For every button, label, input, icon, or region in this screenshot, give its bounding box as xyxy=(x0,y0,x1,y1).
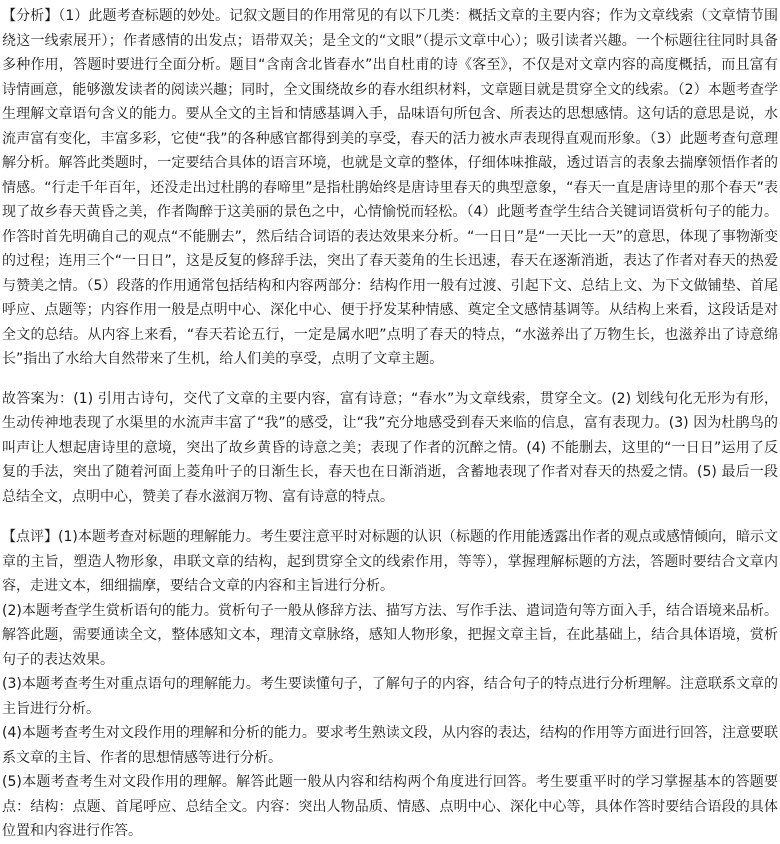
analysis-paragraph: 【分析】（1）此题考查标题的妙处。记叙文题目的作用常见的有以下几类：概括文章的主要内容；作为文章线索（文章情节围绕这一线索展开）；作者感情的出发点；语带双关；是全文的“文眼”（提示文章中心）；吸引读者兴趣。一个标题往往同时具备多种作用，答题时要进行全面分析。题目“含南含北皆春水”出自杜甫的诗《客至》，不仅是对文章内容的高度概括，而且富有诗情画意，能够激发读者的阅读兴趣；同时，全文围绕故乡的春水组织材料，文章题目就是贯穿全文的线索。（2）本题考查学生理解文章语句含义的能力。要从全文的主旨和情感基调入手，品味语句所包含、所表达的思想感情。这句话的意思是说，水流声富有变化，丰富多彩，它使“我”的各种感官都得到美的享受，春天的活力被水声表现得直观而形象。（3）此题考查句意理解分析。解答此类题时，一定要结合具体的语言环境，也就是文章的整体，仔细体味推敲，透过语言的表象去揣摩领悟作者的情感。“行走千年百年，还没走出过杜鹃的春啼里”是指杜鹃始终是唐诗里春天的典型意象，“春天一直是唐诗里的那个春天”表现了故乡春天黄昏之美，作者陶醉于这美丽的景色之中，心情愉悦而轻松。（4）此题考查学生结合关键词语赏析句子的能力。作答时首先明确自己的观点“不能删去”，然后结合词语的表达效果来分析。“一日日”是“一天比一天”的意思，体现了事物渐变的过程；连用三个“一日日”，这是反复的修辞手法，突出了春天菱角的生长迅速，春天在逐渐消逝，表达了作者对春天的热爱与赞美之情。（5）段落的作用通常包括结构和内容两部分：结构作用一般有过渡、引起下文、总结上文、为下文做铺垫、首尾呼应、点题等；内容作用一般是点明中心、深化中心、便于抒发某种情感、奠定全文感情基调等。从结构上来看，这段话是对全文的总结。从内容上来看，“春天若论五行，一定是属水吧”点明了春天的特点，“水滋养出了万物生长，也滋养出了诗意绵长”指出了水给大自然带来了生机，给人们美的享受，点明了文章主题。 xyxy=(2,8,778,367)
comment-item-2: (2)本题考查学生赏析语句的能力。赏析句子一般从修辞方法、描写方法、写作手法、遣词造句等方面入手，结合语境来品析。解答此题，需要通读全文，整体感知文本，理清文章脉络，感知人物形象，把握文章主旨，在此基础上，结合具体语境，赏析句子的表达效果。 xyxy=(2,602,778,668)
answer-paragraph: 故答案为：(1) 引用古诗句，交代了文章的主要内容，富有诗意；“春水”为文章线索，贯穿全文。(2) 划线句化无形为有形，生动传神地表现了水渠里的水流声丰富了“我”的感受，让“我”充分地感受到春天来临的信息，富有表现力。(3) 因为杜鹃鸟的叫声让人想起唐诗里的意境，突出了故乡黄昏的诗意之美；表现了作者的沉醉之情。(4) 不能删去，这里的“一日日”运用了反复的手法，突出了随着河面上菱角叶子的日渐生长，春天也在日渐消逝，含蓄地表现了作者对春天的热爱之情。(5) 最后一段总结全文，点明中心，赞美了春水滋润万物、富有诗意的特点。 xyxy=(2,390,778,505)
comment-item-1: 【点评】(1)本题考查对标题的理解能力。考生要注意平时对标题的认识（标题的作用能透露出作者的观点或感情倾向，暗示文章的主旨，塑造人物形象，串联文章的结构，起到贯穿全文的线索作用，等等），掌握理解标题的方法，答题时要结合文章内容，走进文本，细细揣摩，要结合文章的内容和主旨进行分析。 xyxy=(2,529,778,594)
comment-item-5: (5)本题考查考生对文段作用的理解。解答此题一般从内容和结构两个角度进行回答。考生要重平时的学习掌握基本的答题要点：结构：点题、首尾呼应、总结全文。内容：突出人物品质、情感、点明中心、深化中心等，具体作答时要结合语段的具体位置和内容进行作答。 xyxy=(2,774,778,839)
comment-item-3: (3)本题考查考生对重点语句的理解能力。考生要读懂句子，了解句子的内容，结合句子的特点进行分析理解。注意联系文章的主旨进行分析。 xyxy=(2,676,778,717)
comment-item-4: (4)本题考查考生对文段作用的理解和分析的能力。要求考生熟读文段，从内容的表达，结构的作用等方面进行回答，注意要联系文章的主旨、作者的思想情感等进行分析。 xyxy=(2,725,778,766)
comment-section xyxy=(2,525,778,844)
